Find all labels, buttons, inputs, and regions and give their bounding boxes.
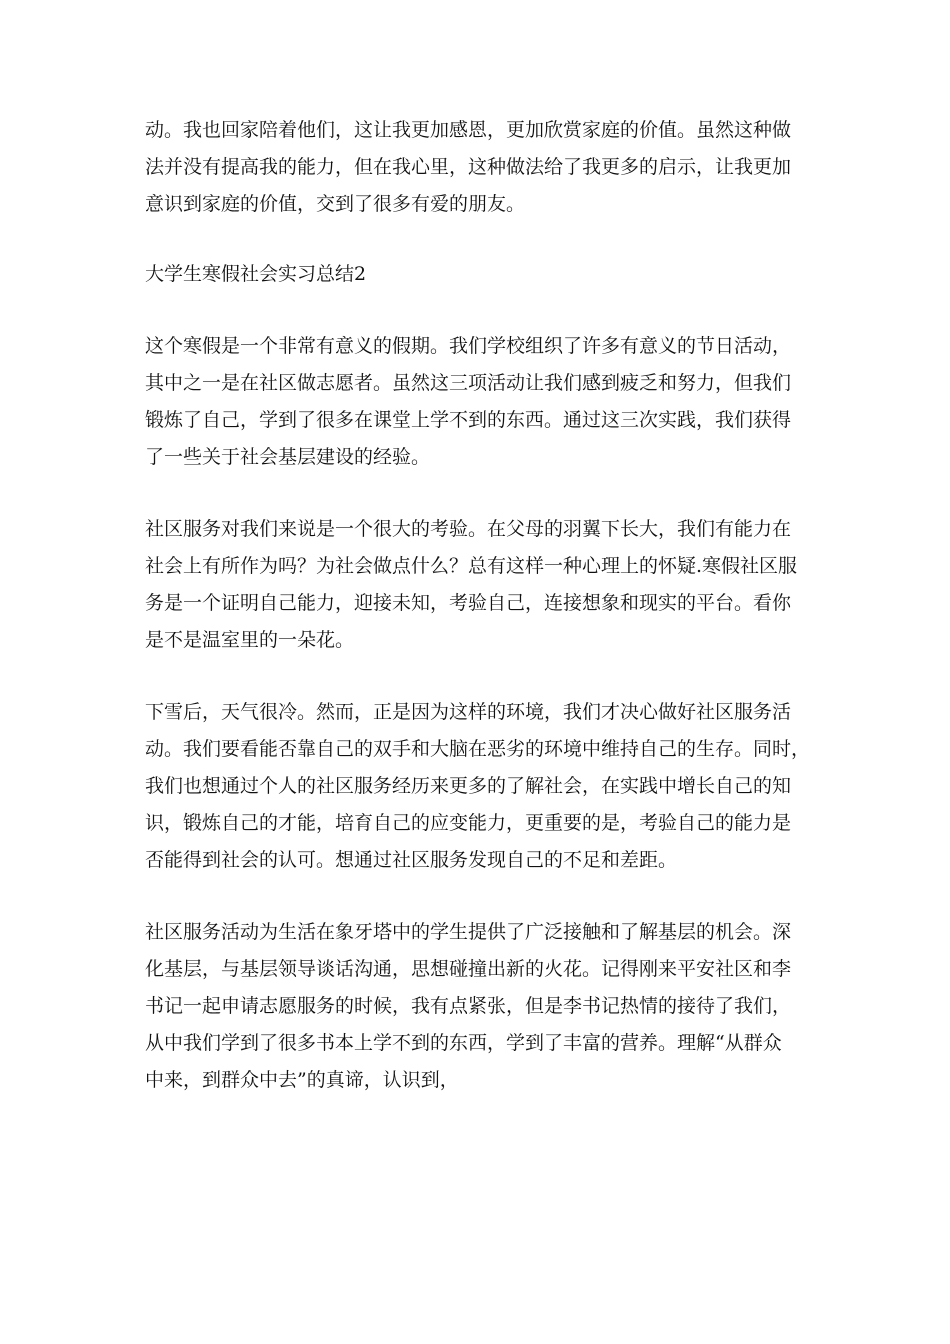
text-line: 这个寒假是一个非常有意义的假期。我们学校组织了许多有意义的节日活动，	[145, 335, 792, 357]
paragraph-winter-vacation	[145, 328, 810, 476]
paragraph-spacer	[145, 659, 810, 694]
text-line: 锻炼了自己，学到了很多在课堂上学不到的东西。通过这三次实践，我们获得	[145, 409, 792, 431]
text-line: 法并没有提高我的能力，但在我心里，这种做法给了我更多的启示，让我更加	[145, 156, 792, 178]
text-line: 动。我们要看能否靠自己的双手和大脑在恶劣的环境中维持自己的生存。同时，	[145, 738, 811, 760]
paragraph-spacer	[145, 476, 810, 511]
text-line: 中来，到群众中去”的真谛，认识到，	[145, 1069, 459, 1091]
paragraph-spacer	[145, 879, 810, 914]
text-line: 下雪后，天气很冷。然而，正是因为这样的环境，我们才决心做好社区服务活	[145, 701, 792, 723]
text-line: 我们也想通过个人的社区服务经历来更多的了解社会，在实践中增长自己的知	[145, 775, 792, 797]
paragraph-grassroots	[145, 914, 810, 1099]
text-line: 从中我们学到了很多书本上学不到的东西，学到了丰富的营养。理解“从群众	[145, 1032, 782, 1054]
text-line: 社会上有所作为吗？为社会做点什么？总有这样一种心理上的怀疑.寒假社区服	[145, 555, 798, 577]
paragraph-spacer	[145, 223, 810, 256]
text-line: 动。我也回家陪着他们，这让我更加感恩，更加欣赏家庭的价值。虽然这种做	[145, 119, 792, 141]
text-line: 社区服务对我们来说是一个很大的考验。在父母的羽翼下长大，我们有能力在	[145, 518, 792, 540]
section-title: 大学生寒假社会实习总结2	[145, 263, 367, 285]
text-line: 是不是温室里的一朵花。	[145, 629, 355, 651]
text-line: 化基层，与基层领导谈话沟通，思想碰撞出新的火花。记得刚来平安社区和李	[145, 958, 792, 980]
paragraph-family-reflection	[145, 112, 810, 223]
text-line: 社区服务活动为生活在象牙塔中的学生提供了广泛接触和了解基层的机会。深	[145, 921, 792, 943]
section-heading	[145, 256, 810, 293]
paragraph-spacer	[145, 293, 810, 328]
text-line: 务是一个证明自己能力，迎接未知，考验自己，连接想象和现实的平台。看你	[145, 592, 792, 614]
text-line: 识，锻炼自己的才能，培育自己的应变能力，更重要的是，考验自己的能力是	[145, 812, 792, 834]
paragraph-snow-weather	[145, 694, 810, 879]
paragraph-community-test	[145, 511, 810, 659]
text-line: 否能得到社会的认可。想通过社区服务发现自己的不足和差距。	[145, 849, 678, 871]
text-line: 意识到家庭的价值，交到了很多有爱的朋友。	[145, 193, 526, 215]
text-line: 了一些关于社会基层建设的经验。	[145, 446, 431, 468]
text-line: 其中之一是在社区做志愿者。虽然这三项活动让我们感到疲乏和努力，但我们	[145, 372, 792, 394]
document-body	[145, 112, 810, 1099]
text-line: 书记一起申请志愿服务的时候，我有点紧张，但是李书记热情的接待了我们，	[145, 995, 792, 1017]
